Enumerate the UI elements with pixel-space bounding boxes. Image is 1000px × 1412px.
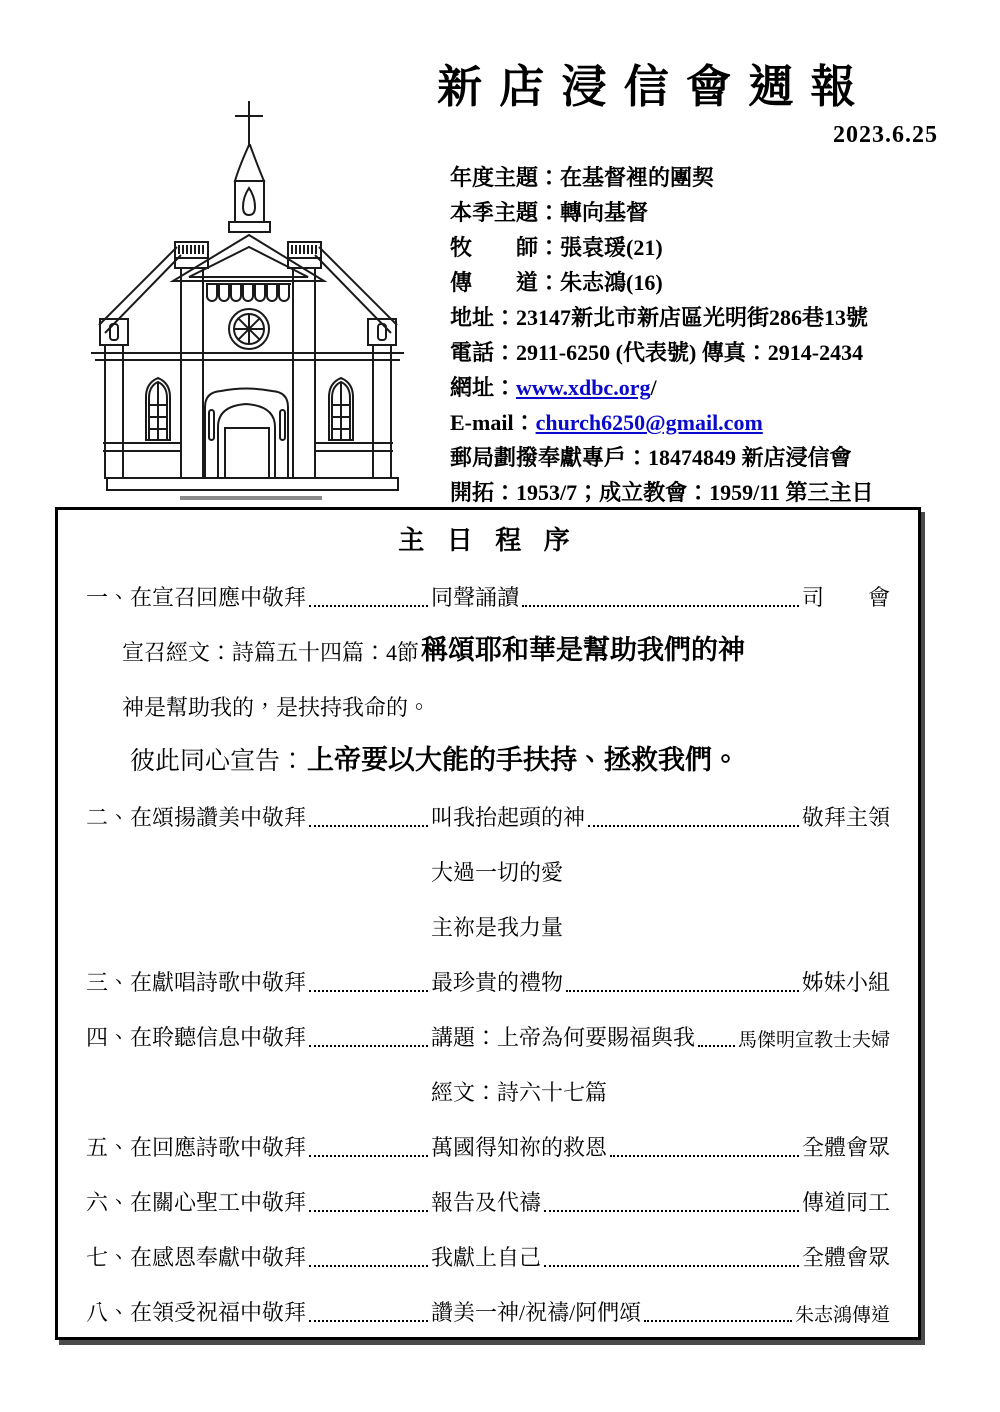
program-row-2	[86, 786, 890, 841]
dotted-leader	[309, 990, 428, 992]
dotted-leader	[588, 825, 799, 827]
dotted-leader	[698, 1045, 735, 1047]
program-piece: 讚美一神/祝禱/阿們頌	[431, 1300, 642, 1325]
program-role: 全體會眾	[801, 1245, 890, 1270]
cross-icon	[235, 101, 263, 147]
program-row-5	[86, 1116, 890, 1171]
program-activity: 六、在關心聖工中敬拜	[86, 1190, 307, 1215]
program-role: 全體會眾	[801, 1135, 890, 1160]
email-link[interactable]: church6250@gmail.com	[535, 410, 763, 435]
program-activity: 一、在宣召回應中敬拜	[86, 585, 307, 610]
program-activity: 二、在頌揚讚美中敬拜	[86, 805, 307, 830]
church-illustration	[85, 95, 440, 507]
program-song-line	[86, 896, 890, 951]
program-piece: 我獻上自己	[431, 1245, 542, 1270]
program-role: 馬傑明宣教士夫婦	[737, 1030, 890, 1051]
program-row-7	[86, 1226, 890, 1281]
dotted-leader	[544, 1210, 799, 1212]
program-piece: 最珍貴的禮物	[431, 970, 564, 995]
program-scripture-line	[86, 1061, 890, 1116]
church-info-block	[450, 160, 950, 510]
program-song-line	[86, 841, 890, 896]
sunday-program-box	[55, 507, 921, 1340]
address-line: 地址：23147新北市新店區光明街286巷13號	[450, 305, 869, 330]
song-title: 大過一切的愛	[431, 860, 564, 885]
program-row-3	[86, 951, 890, 1006]
dotted-leader	[309, 825, 428, 827]
dotted-leader	[309, 1320, 428, 1322]
page-title: 新 店 浸 信 會 週 報	[437, 62, 859, 112]
program-row-1	[86, 566, 890, 621]
pastor-line: 牧 師：張袁瑗(21)	[450, 235, 663, 260]
song-title: 主祢是我力量	[431, 915, 564, 940]
program-piece: 講題：上帝為何要賜福與我	[431, 1025, 696, 1050]
program-activity: 五、在回應詩歌中敬拜	[86, 1135, 307, 1160]
subline-prefix: 彼此同心宣告：	[130, 748, 306, 775]
program-activity: 八、在領受祝福中敬拜	[86, 1300, 307, 1325]
church-line-art	[85, 95, 440, 507]
program-piece: 叫我抬起頭的神	[431, 805, 586, 830]
website-suffix: /	[650, 375, 657, 400]
program-activity: 四、在聆聽信息中敬拜	[86, 1025, 307, 1050]
subline-bold: 稱頌耶和華是幫助我們的神	[421, 635, 746, 665]
program-role: 敬拜主領	[801, 805, 890, 830]
phone-fax-line: 電話：2911-6250 (代表號) 傳真：2914-2434	[450, 340, 864, 365]
website-link[interactable]: www.xdbc.org	[516, 375, 651, 400]
program-piece: 萬國得知祢的救恩	[431, 1135, 608, 1160]
email-line	[450, 405, 950, 440]
scripture-text: 經文：詩六十七篇	[431, 1080, 608, 1105]
quarter-theme: 本季主題：轉向基督	[450, 200, 649, 225]
dotted-leader	[309, 1045, 428, 1047]
subline-bold: 上帝要以大能的手扶持、拯救我們。	[307, 745, 740, 775]
email-label: E-mail：	[450, 410, 536, 435]
dotted-leader	[566, 990, 799, 992]
program-row-6	[86, 1171, 890, 1226]
program-subline-response	[86, 676, 890, 731]
dotted-leader	[309, 1155, 428, 1157]
program-activity: 三、在獻唱詩歌中敬拜	[86, 970, 307, 995]
subline-prefix: 宣召經文：詩篇五十四篇：4節	[122, 640, 420, 665]
dotted-leader	[309, 1210, 428, 1212]
dotted-leader	[644, 1320, 792, 1322]
issue-date: 2023.6.25	[833, 122, 938, 148]
postal-account-line: 郵局劃撥奉獻專戶：18474849 新店浸信會	[450, 445, 852, 470]
minister-line: 傳 道：朱志鴻(16)	[450, 270, 663, 295]
program-heading: 主 日 程 序	[398, 526, 578, 555]
subline-prefix: 神是幫助我的，是扶持我命的。	[122, 695, 431, 720]
program-activity: 七、在感恩奉獻中敬拜	[86, 1245, 307, 1270]
program-piece: 報告及代禱	[431, 1190, 542, 1215]
dotted-leader	[309, 1265, 428, 1267]
dotted-leader	[544, 1265, 799, 1267]
program-role: 姊妹小組	[801, 970, 890, 995]
program-row-4	[86, 1006, 890, 1061]
program-piece: 同聲誦讀	[431, 585, 520, 610]
annual-theme: 年度主題：在基督裡的團契	[450, 165, 715, 190]
dotted-leader	[522, 605, 799, 607]
program-subline-declaration	[86, 731, 890, 786]
program-row-8	[86, 1281, 890, 1336]
program-role: 傳道同工	[801, 1190, 890, 1215]
dotted-leader	[610, 1155, 799, 1157]
program-role: 司 會	[801, 585, 890, 610]
dotted-leader	[309, 605, 428, 607]
website-line	[450, 370, 950, 405]
program-subline-call-scripture	[86, 621, 890, 676]
founding-line: 開拓：1953/7；成立教會：1959/11 第三主日	[450, 480, 874, 505]
program-role: 朱志鴻傳道	[794, 1305, 890, 1326]
website-label: 網址：	[450, 375, 517, 400]
